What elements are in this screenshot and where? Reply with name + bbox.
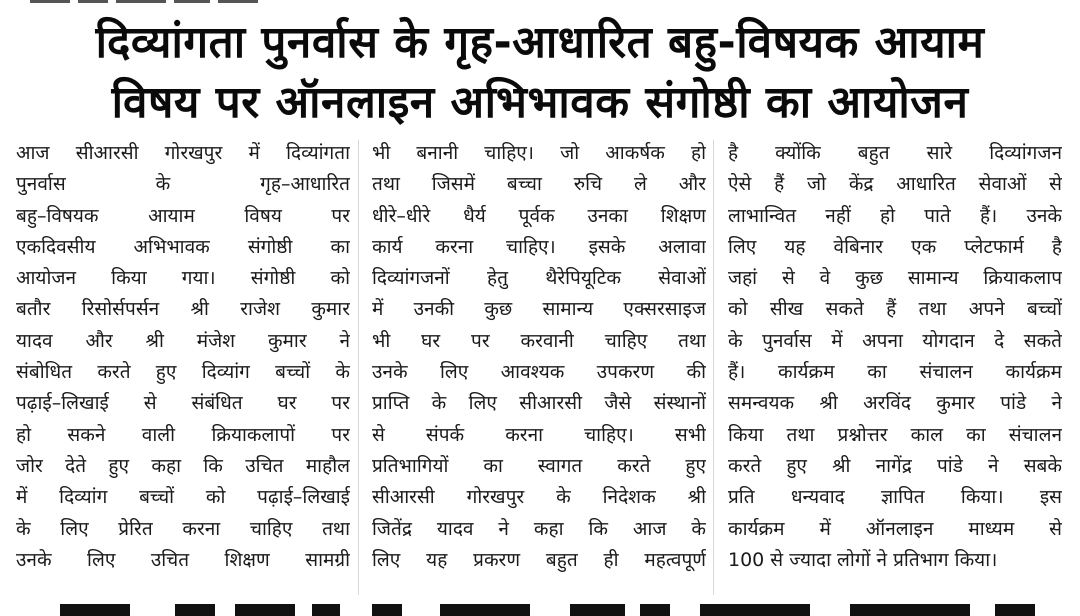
- text-line: सीआरसी गोरखपुर के निदेशक श्री: [372, 486, 706, 509]
- text-line: 100 से ज्यादा लोगों ने प्रतिभाग किया।: [728, 548, 998, 571]
- text-line: से संपर्क करना चाहिए। सभी: [372, 423, 706, 446]
- headline: [0, 16, 1080, 130]
- text-line: बतौर रिसोर्सपर्सन श्री राजेश कुमार: [16, 298, 350, 321]
- text-line: प्रतिभागियों का स्वागत करते हुए: [372, 454, 706, 477]
- headline-line-2: विषय पर ऑनलाइन अभिभावक संगोष्ठी का आयोजन: [111, 77, 969, 128]
- text-line: समन्वयक श्री अरविंद कुमार पांडे ने: [728, 392, 1062, 415]
- next-headline-remnant: [0, 600, 1080, 616]
- headline-line-1: दिव्यांगता पुनर्वास के गृह-आधारित बहु-विषयक आयाम: [95, 17, 985, 68]
- text-line: आज सीआरसी गोरखपुर में दिव्यांगता: [16, 142, 350, 164]
- text-line: पढ़ाई–लिखाई से संबंधित घर पर: [16, 392, 350, 415]
- article-column-1: [16, 138, 350, 576]
- text-line: उनके लिए उचित शिक्षण सामग्री: [16, 548, 350, 571]
- text-line: के पुनर्वास में अपना योगदान दे सकते: [728, 329, 1062, 352]
- text-line: बहु–विषयक आयाम विषय पर: [16, 204, 350, 227]
- text-line: तथा जिसमें बच्चा रुचि ले और: [372, 173, 706, 196]
- column-divider: [358, 140, 359, 595]
- text-line: हैं। कार्यक्रम का संचालन कार्यक्रम: [728, 361, 1062, 384]
- article-column-2: [372, 138, 706, 576]
- text-line: प्रति धन्यवाद ज्ञापित किया। इस: [728, 486, 1062, 509]
- text-line: भी बनानी चाहिए। जो आकर्षक हो: [372, 142, 706, 164]
- text-line: पुनर्वास के गृह–आधारित: [16, 173, 350, 196]
- text-line: कार्यक्रम में ऑनलाइन माध्यम से: [728, 517, 1062, 540]
- text-line: में दिव्यांग बच्चों को पढ़ाई–लिखाई: [16, 486, 350, 509]
- text-line: जहां से वे कुछ सामान्य क्रियाकलाप: [728, 267, 1062, 290]
- text-line: है क्योंकि बहुत सारे दिव्यांगजन: [728, 142, 1062, 164]
- text-line: कार्य करना चाहिए। इसके अलावा: [372, 235, 706, 258]
- text-line: करते हुए श्री नागेंद्र पांडे ने सबके: [728, 454, 1062, 477]
- article-body: [0, 138, 1080, 598]
- text-line: धीरे–धीरे धैर्य पूर्वक उनका शिक्षण: [372, 204, 706, 227]
- article-column-3: [728, 138, 1062, 576]
- text-line: दिव्यांगजनों हेतु थैरेपियूटिक सेवाओं: [372, 267, 706, 290]
- text-line: किया तथा प्रश्नोत्तर काल का संचालन: [728, 423, 1062, 446]
- text-line: प्राप्ति के लिए सीआरसी जैसे संस्थानों: [372, 392, 706, 415]
- previous-article-remnant: [30, 0, 260, 6]
- text-line: एकदिवसीय अभिभावक संगोष्ठी का: [16, 235, 350, 258]
- text-line: संबोधित करते हुए दिव्यांग बच्चों के: [16, 361, 350, 384]
- column-divider: [713, 140, 714, 595]
- text-line: को सीख सकते हैं तथा अपने बच्चों: [728, 298, 1062, 321]
- text-line: लिए यह वेबिनार एक प्लेटफार्म है: [728, 235, 1062, 258]
- text-line: के लिए प्रेरित करना चाहिए तथा: [16, 517, 350, 540]
- text-line: ऐसे हैं जो केंद्र आधारित सेवाओं से: [728, 173, 1062, 196]
- text-line: उनके लिए आवश्यक उपकरण की: [372, 361, 706, 384]
- text-line: जितेंद्र यादव ने कहा कि आज के: [372, 517, 706, 540]
- text-line: में उनकी कुछ सामान्य एक्सरसाइज: [372, 298, 706, 321]
- text-line: भी घर पर करवानी चाहिए तथा: [372, 329, 706, 352]
- text-line: लिए यह प्रकरण बहुत ही महत्वपूर्ण: [372, 548, 706, 571]
- text-line: यादव और श्री मंजेश कुमार ने: [16, 329, 350, 352]
- text-line: जोर देते हुए कहा कि उचित माहौल: [16, 454, 350, 477]
- text-line: हो सकने वाली क्रियाकलापों पर: [16, 423, 350, 446]
- text-line: लाभान्वित नहीं हो पाते हैं। उनके: [728, 204, 1062, 227]
- text-line: आयोजन किया गया। संगोष्ठी को: [16, 267, 350, 290]
